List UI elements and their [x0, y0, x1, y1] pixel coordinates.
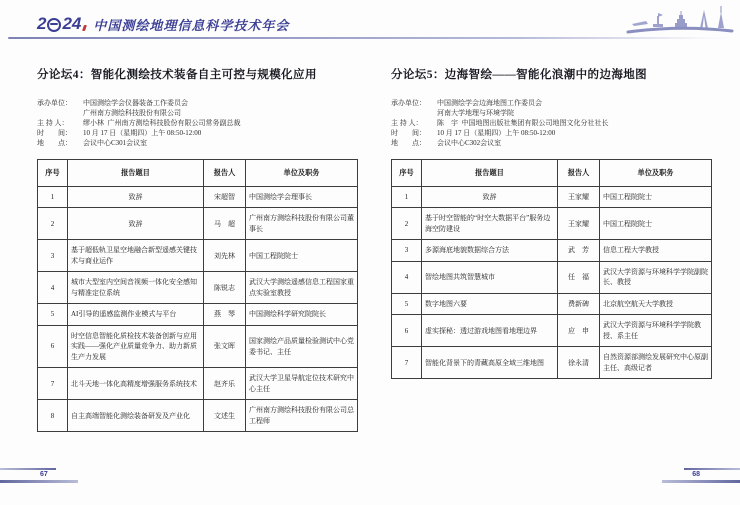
col-header-speaker: 报告人 — [558, 159, 600, 186]
footer-line — [0, 480, 78, 483]
city-skyline-graphic — [626, 2, 734, 40]
table-row: 7 智能化背景下的青藏高原全域三维地图 徐永清 自然资源部测绘发展研究中心原副主任、高级记者 — [392, 347, 712, 379]
meta-time: 时 间： 10 月 17 日（星期四）上午 08:50-12:00 — [391, 128, 556, 137]
globe-icon — [47, 18, 61, 32]
meta-organizer-2: 广州南方测绘科技股份有限公司 — [83, 108, 181, 117]
meta-time: 时 间： 10 月 17 日（星期四）上午 08:50-12:00 — [37, 128, 202, 137]
forum-meta — [391, 98, 712, 148]
footer-line — [0, 468, 56, 470]
conference-logo — [37, 14, 289, 34]
col-header-title: 报告题目 — [422, 159, 558, 186]
footer-line — [662, 480, 740, 483]
table-row: 4 城市大型室内空间音视频一体化安全感知与精准定位系统 陈锐志 武汉大学测绘遥感信息工程国家重点实验室教授 — [38, 272, 358, 304]
meta-location: 地 点： 会议中心C301会议室 — [37, 138, 148, 147]
table-row: 5 数字地图六要 费新碑 北京航空航天大学教授 — [392, 293, 712, 315]
forum-title: 分论坛5：边海智绘——智能化浪潮中的边海地图 — [391, 69, 648, 81]
logo-year-suffix: 24 — [62, 14, 82, 33]
footer-line — [684, 468, 740, 470]
table-row: 6 时空信息智能化质检技术装备创新与应用实践——强化产业质量竞争力、助力新质生产力发展 张文晖 国家测绘产品质量检验测试中心党委书记、主任 — [38, 325, 358, 368]
program-page-right — [391, 62, 712, 379]
col-header-title: 报告题目 — [68, 159, 204, 186]
col-header-no: 序号 — [392, 159, 422, 186]
table-row: 2 基于时空智能的“时空大数据平台”服务边海空防建设 王家耀 中国工程院院士 — [392, 208, 712, 240]
meta-organizer-2: 河南大学地理与环境学院 — [437, 108, 514, 117]
program-table — [37, 159, 358, 433]
col-header-affiliation: 单位及职务 — [246, 159, 358, 186]
table-row: 5 AI引导的遥感监测作业模式与平台 燕 琴 中国测绘科学研究院院长 — [38, 304, 358, 326]
table-row: 6 虚实探秘：透过游戏地图看地理边界 应 申 武汉大学资源与环境科学学院教授、系主任 — [392, 315, 712, 347]
table-row: 1 致辞 王家耀 中国工程院院士 — [392, 186, 712, 208]
page-number-right: 68 — [692, 471, 700, 478]
meta-host: 主 持 人： 缪小林 广州南方测绘科技股份有限公司常务副总裁 — [37, 118, 241, 127]
table-row: 3 基于超低轨卫星空地融合新型遥感关键技术与商业运作 刘先林 中国工程院院士 — [38, 240, 358, 272]
col-header-affiliation: 单位及职务 — [600, 159, 712, 186]
table-row: 1 致辞 宋超智 中国测绘学会理事长 — [38, 186, 358, 208]
program-table — [391, 159, 712, 380]
meta-organizer: 承办单位： 中国测绘学会仪器装备工作委员会 — [37, 98, 188, 107]
meta-host: 主 持 人： 陈 宇 中国地图出版社集团有限公司地图文化分社社长 — [391, 118, 609, 127]
meta-location: 地 点： 会议中心C302会议室 — [391, 138, 502, 147]
table-header-row — [38, 159, 358, 186]
table-row: 8 自主高端智能化测绘装备研发及产业化 文述生 广州南方测绘科技股份有限公司总工程师 — [38, 400, 358, 432]
forum-title: 分论坛4：智能化测绘技术装备自主可控与规模化应用 — [37, 69, 317, 81]
meta-organizer: 承办单位： 中国测绘学会边海地图工作委员会 — [391, 98, 542, 107]
program-page-left — [37, 62, 358, 432]
table-row: 7 北斗天地一体化高精度增强服务系统技术 赵齐乐 武汉大学卫星导航定位技术研究中心主任 — [38, 368, 358, 400]
table-header-row — [392, 159, 712, 186]
forum-meta — [37, 98, 358, 148]
conference-title: 中国测绘地理信息科学技术年会 — [93, 17, 290, 33]
col-header-no: 序号 — [38, 159, 68, 186]
table-row: 3 多源海底地貌数据综合方法 武 芳 信息工程大学教授 — [392, 240, 712, 262]
logo-year-prefix: 2 — [37, 14, 47, 33]
table-row: 4 智绘地图共筑智慧城市 任 福 武汉大学资源与环境科学学院副院长、教授 — [392, 261, 712, 293]
col-header-speaker: 报告人 — [204, 159, 246, 186]
table-row: 2 致辞 马 超 广州南方测绘科技股份有限公司董事长 — [38, 208, 358, 240]
page-number-left: 67 — [40, 471, 48, 478]
logo-accent-mark — [82, 25, 87, 31]
